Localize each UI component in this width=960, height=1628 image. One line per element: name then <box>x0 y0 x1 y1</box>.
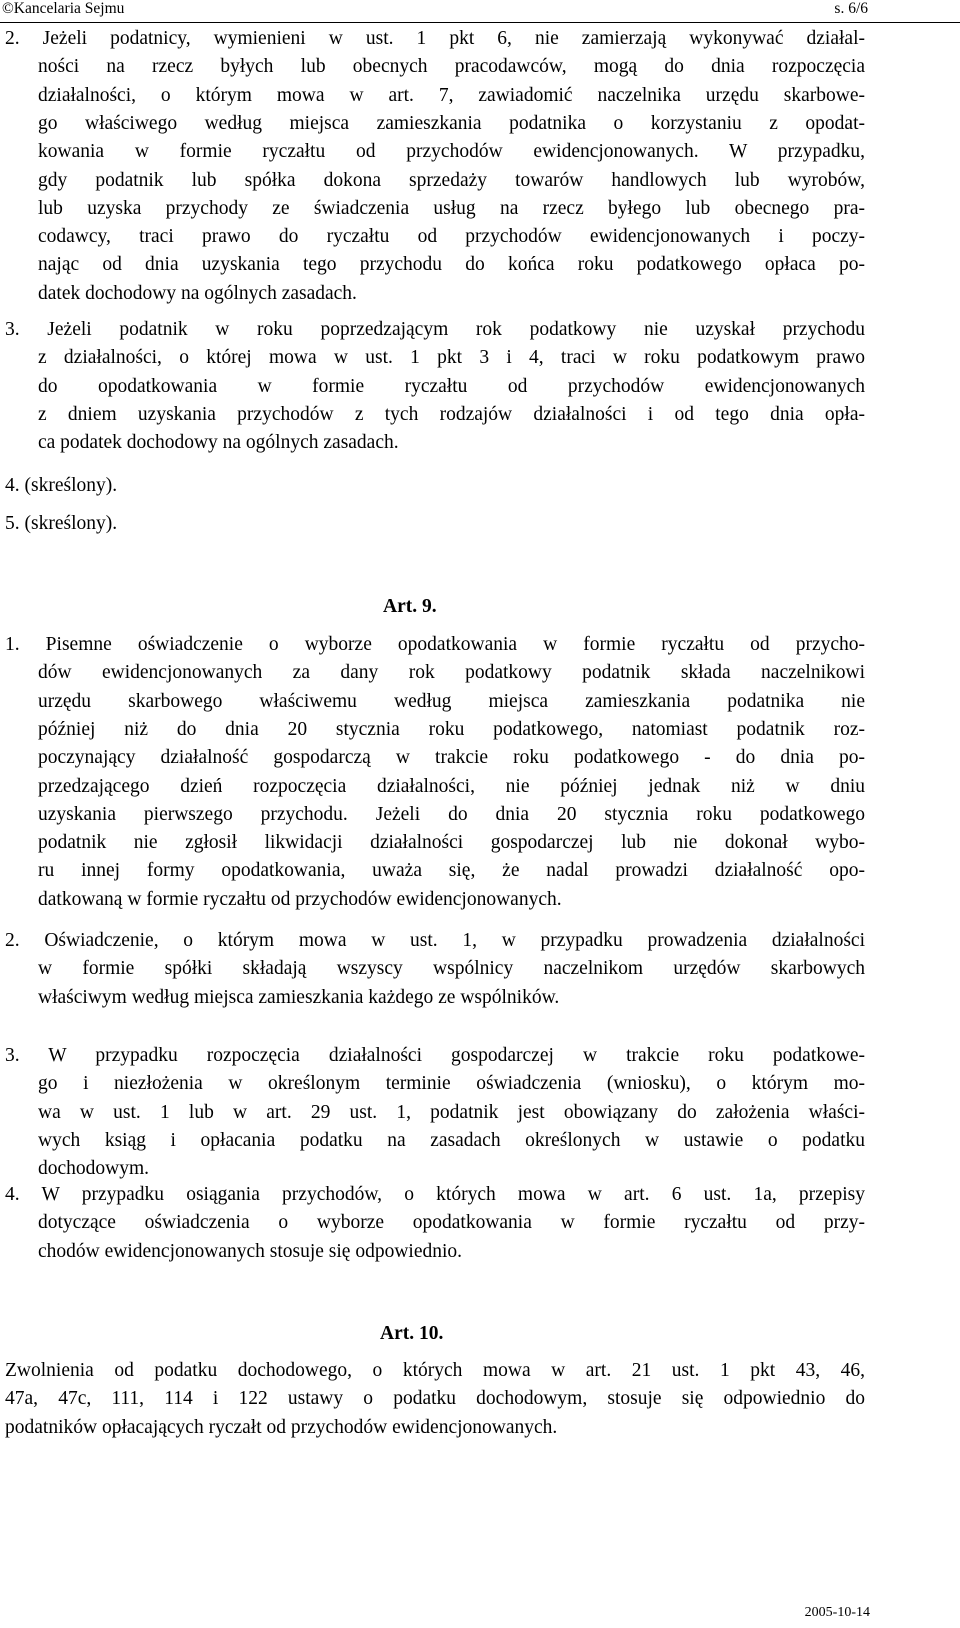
art9-paragraph-1-line: 1. Pisemne oświadczenie o wyborze opodatkowania w formie ryczałtu od przycho- <box>5 634 865 655</box>
footer-date: 2005-10-14 <box>804 1605 870 1620</box>
paragraph-3-line: z działalności, o której mowa w ust. 1 pkt 3 i 4, traci w roku podatkowym prawo <box>38 347 865 369</box>
paragraph-2-line: codawcy, traci prawo do ryczałtu od przychodów ewidencjonowanych i poczy- <box>38 226 865 248</box>
art9-paragraph-3-line: go i niezłożenia w określonym terminie oświadczenia (wniosku), o którym mo- <box>38 1073 865 1095</box>
art9-paragraph-4-line: 4. W przypadku osiągania przychodów, o których mowa w art. 6 ust. 1a, przepisy <box>5 1184 865 1205</box>
art9-paragraph-1-line: datkowaną w formie ryczałtu od przychodów ewidencjonowanych. <box>38 888 562 910</box>
art9-paragraph-3-line: wych ksiąg i opłacania podatku na zasadach określonych w ustawie o podatku <box>38 1129 865 1151</box>
art10-paragraph-line: podatników opłacających ryczałt od przychodów ewidencjonowanych. <box>5 1416 558 1438</box>
paragraph-2-line: lub uzyska przychody ze świadczenia usług na rzecz byłego lub obecnego pra- <box>38 197 865 219</box>
paragraph-2-line: działalności, o którym mowa w art. 7, zawiadomić naczelnika urzędu skarbowe- <box>38 84 865 106</box>
art10-paragraph-line: 47a, 47c, 111, 114 i 122 ustawy o podatku dochodowym, stosuje się odpowiednio do <box>5 1388 865 1410</box>
art9-paragraph-3-line: dochodowym. <box>38 1158 150 1180</box>
art9-paragraph-1-line: później niż do dnia 20 stycznia roku podatkowego, natomiast podatnik roz- <box>38 718 865 740</box>
paragraph-2-line: gdy podatnik lub spółka dokona sprzedaży towarów handlowych lub wyrobów, <box>38 169 865 191</box>
art9-paragraph-2-line: 2. Oświadczenie, o którym mowa w ust. 1, w przypadku prowadzenia działalności <box>5 930 865 951</box>
art9-paragraph-1-line: podatnik nie zgłosił likwidacji działalności gospodarczej lub nie dokonał wybo- <box>38 832 865 854</box>
art9-paragraph-1-line: uzyskania pierwszego przychodu. Jeżeli do dnia 20 stycznia roku podatkowego <box>38 803 865 825</box>
header-copyright: ©Kancelaria Sejmu <box>2 0 125 17</box>
header-page-number: s. 6/6 <box>834 0 868 17</box>
art9-paragraph-1-line: poczynający działalność gospodarczą w trakcie roku podatkowego - do dnia po- <box>38 747 865 769</box>
article-10-heading: Art. 10. <box>380 1323 444 1344</box>
paragraph-3-line: do opodatkowania w formie ryczałtu od przychodów ewidencjonowanych <box>38 375 865 397</box>
art9-paragraph-3-line: 3. W przypadku rozpoczęcia działalności gospodarczej w trakcie roku podatkowe- <box>5 1045 865 1066</box>
item-4-deleted: 4. (skreślony). <box>5 475 118 496</box>
art9-paragraph-3-line: wa w ust. 1 lub w art. 29 ust. 1, podatnik jest obowiązany do założenia właści- <box>38 1101 865 1123</box>
paragraph-2-line: datek dochodowy na ogólnych zasadach. <box>38 282 357 304</box>
paragraph-2-line: go właściwego według miejsca zamieszkania podatnika o korzystaniu z opodat- <box>38 112 865 134</box>
paragraph-3-line: ca podatek dochodowy na ogólnych zasadach. <box>38 432 399 454</box>
art9-paragraph-1-line: ru innej formy opodatkowania, uważa się, że nadal prowadzi działalność opo- <box>38 860 865 882</box>
art9-paragraph-4-line: dotyczące oświadczenia o wyborze opodatkowania w formie ryczałtu od przy- <box>38 1212 865 1234</box>
paragraph-2-line: nając od dnia uzyskania tego przychodu do końca roku podatkowego opłaca po- <box>38 254 865 276</box>
paragraph-2-line: 2. Jeżeli podatnicy, wymienieni w ust. 1 pkt 6, nie zamierzają wykonywać działal- <box>5 28 865 49</box>
art9-paragraph-1-line: przedzającego dzień rozpoczęcia działalności, nie później jednak niż w dniu <box>38 775 865 797</box>
paragraph-2-line: kowania w formie ryczałtu od przychodów ewidencjonowanych. W przypadku, <box>38 141 865 163</box>
art9-paragraph-4-line: chodów ewidencjonowanych stosuje się odpowiednio. <box>38 1240 463 1262</box>
item-5-deleted: 5. (skreślony). <box>5 513 118 534</box>
paragraph-2-line: ności na rzecz byłych lub obecnych pracodawców, mogą do dnia rozpoczęcia <box>38 56 865 78</box>
article-9-heading: Art. 9. <box>383 596 437 617</box>
art9-paragraph-2-line: właściwym według miejsca zamieszkania każdego ze wspólników. <box>38 986 560 1008</box>
art10-paragraph-line: Zwolnienia od podatku dochodowego, o których mowa w art. 21 ust. 1 pkt 43, 46, <box>5 1360 865 1381</box>
art9-paragraph-2-line: w formie spółki składają wszyscy wspólnicy naczelnikom urzędów skarbowych <box>38 958 865 980</box>
art9-paragraph-1-line: dów ewidencjonowanych za dany rok podatkowy podatnik składa naczelnikowi <box>38 662 865 684</box>
header-rule <box>0 22 960 23</box>
paragraph-3-line: 3. Jeżeli podatnik w roku poprzedzającym rok podatkowy nie uzyskał przychodu <box>5 319 865 340</box>
art9-paragraph-1-line: urzędu skarbowego właściwemu według miejsca zamieszkania podatnika nie <box>38 690 865 712</box>
paragraph-3-line: z dniem uzyskania przychodów z tych rodzajów działalności i od tego dnia opła- <box>38 403 865 425</box>
